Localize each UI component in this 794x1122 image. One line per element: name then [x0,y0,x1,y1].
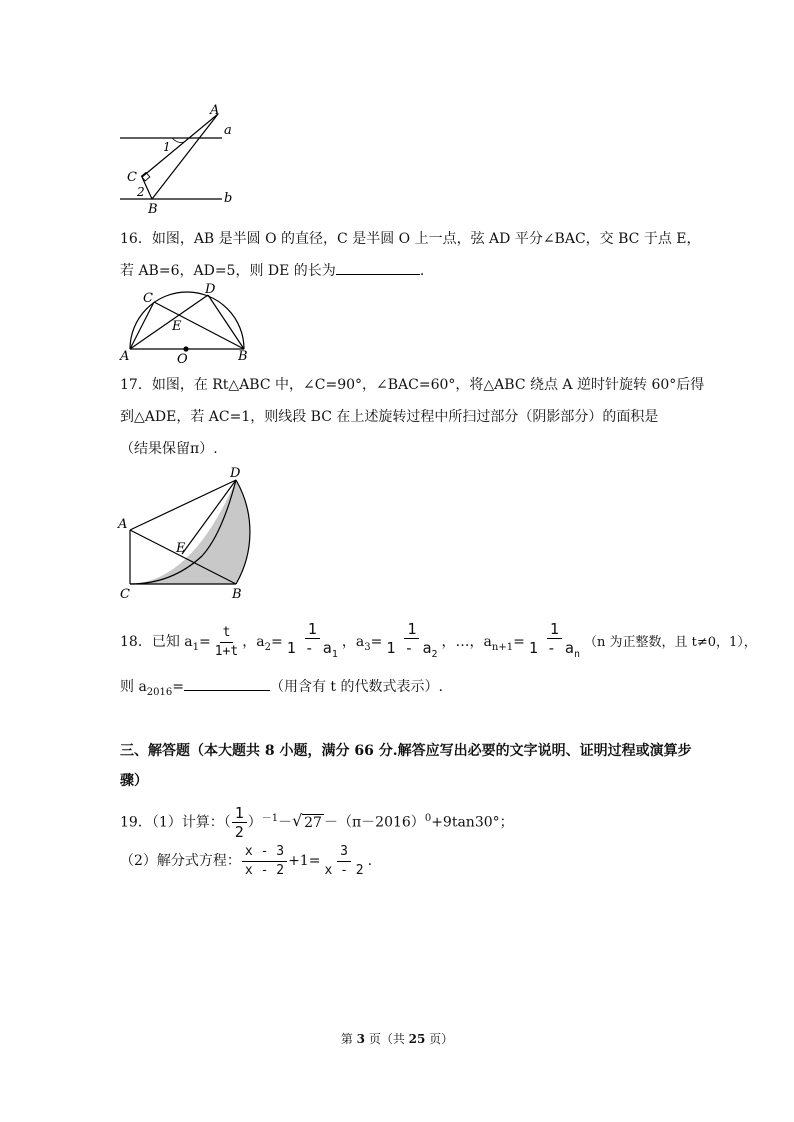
label-E: E [172,319,182,334]
label-B: B [232,587,242,602]
q16-line2-end: . [419,263,425,279]
chord-db [208,295,244,349]
label-2: 2 [137,185,145,199]
q18-line2-eq: = [172,679,184,695]
figure-semicircle [116,282,261,366]
q19-p2-tail: . [367,853,373,869]
footer-mid: 页（共 [365,1032,409,1046]
q18-line2-pre: 则 a [120,679,147,695]
q18-line1 [120,620,757,667]
q19-p2-fraction-1 [242,843,287,880]
q19-p2-pre: （2）解分式方程： [120,853,241,869]
center-point [183,346,188,351]
label-B: B [238,349,248,364]
q18-fraction-n [526,620,583,664]
q18-eq4: = [513,634,525,650]
q18-f1-den: 1+t [214,643,239,659]
q18-fn-den: 1 - a [528,639,574,657]
segment-ab [152,114,218,199]
answer-blank-18[interactable] [184,676,270,691]
q16-line2 [120,260,424,280]
q18-f3-den: 1 - a [386,639,432,657]
q16-line2-text: 若 AB=6，AD=5，则 DE 的长为 [120,263,336,279]
label-1: 1 [163,140,171,154]
footer-post: 页） [425,1032,454,1046]
label-E: E [176,541,186,556]
q19-p2-f1-num: x - 3 [242,843,287,862]
q19-sqrt [292,804,324,842]
q18-f2-num: 1 [305,620,320,639]
q18-a2-sub: 2 [264,641,271,653]
q19-p1-den: 2 [234,823,244,842]
q17-line2: 到△ADE，若 AC=1，则线段 BC 在上述旋转过程中所扫过部分（阴影部分）的面积是 [120,409,659,425]
q18-a3: ，a [341,634,365,650]
figure-parallel-lines [110,100,260,220]
q19-p1-minus: － [278,814,293,831]
q18-a3-sub: 3 [364,641,371,653]
q18-line2-post: （用含有 t 的代数式表示）. [269,679,443,695]
q18-f3-num: 1 [404,620,419,639]
q19-part2 [120,842,372,880]
q18-dots: ，…，a [441,634,492,650]
angle-1-arc [172,138,184,143]
chord-ac [130,302,154,349]
q19-p1-tail: +9tan30°； [431,814,514,831]
label-C: C [120,587,130,602]
q19-p2-f1-den: x - 2 [244,862,285,878]
q18-f2-den: 1 - a [286,639,332,657]
q19-fraction-half [232,804,247,841]
label-A: A [210,103,220,118]
q19-p1-pre: 19．（1）计算：（ [120,814,231,831]
q17-line3: （结果保留π）. [120,441,218,457]
section3-heading-line2: 骤） [120,773,148,789]
page-footer [0,1030,794,1047]
q19-p1-rad: 27 [304,814,322,831]
footer-page-number: 3 [356,1032,365,1046]
q18-a1-sub: 1 [192,641,199,653]
q18-f2-den-wrap [284,639,341,664]
q19-p1-mid: －（π－2016） [323,814,425,831]
q18-f1-num: t [220,624,234,643]
q19-p1-exp: －1 [261,813,279,824]
q18-fn-den-wrap [526,639,583,664]
label-D: D [205,282,216,297]
q18-f3-den-wrap [383,639,440,664]
q19-p2-fraction-2 [321,843,366,880]
q18-eq3: = [370,634,383,650]
figure-rotation [112,464,272,604]
q18-an-sub: n+1 [491,641,514,653]
q18-f3-den-sub: 2 [431,649,438,660]
label-C: C [143,291,153,306]
footer-total-pages: 25 [408,1032,426,1046]
q18-fn-den-sub: n [573,649,580,660]
label-b: b [224,191,233,206]
answer-blank-16[interactable] [336,260,420,275]
q19-part1: 19．（1）计算：（ $\frac{1}{2}$ ）$^{-1}$－√ $27 -(\pi-2016)^0+9\tan 30^\circ$； [120,800,514,842]
label-C: C [127,170,137,185]
chord-cb [154,302,244,349]
q18-prefix: 18．已知 a [120,634,193,650]
q18-line2-sub: 2016 [146,686,173,698]
q19-p2-mid: +1= [288,853,321,869]
q18-fraction-3 [383,620,440,664]
label-D: D [230,466,241,481]
q18-a2: ，a [242,634,265,650]
q18-eq1: = [199,634,211,650]
q18-fraction-1 [212,624,241,661]
segment-ac [142,114,218,177]
q18-suffix: （n 为正整数，且 t≠0，1）， [584,635,757,650]
label-B: B [148,202,158,217]
footer-pre: 第 [340,1032,357,1046]
q18-fraction-2 [284,620,341,664]
chord-ad [130,295,208,349]
q19-p2-f2-num: 3 [337,843,351,862]
q17-line1: 17．如图，在 Rt△ABC 中，∠C=90°，∠BAC=60°，将△ABC 绕点 A 逆时针旋转 60°后得 [120,377,705,393]
q18-fn-num: 1 [547,620,562,639]
section3-heading-line1: 三、解答题（本大题共 8 小题，满分 66 分.解答应写出必要的文字说明、证明过程或演算步 [120,743,692,759]
q19-p1-num: 1 [232,804,247,823]
q18-f2-den-sub: 1 [331,649,338,660]
label-A: A [120,349,130,364]
label-A: A [118,517,128,532]
q19-p1-exp0: 0 [424,813,432,824]
q18-line2 [120,676,443,698]
label-a: a [224,123,232,138]
q16-line1: 16．如图，AB 是半圆 O 的直径，C 是半圆 O 上一点，弦 AD 平分∠BAC，交 BC 于点 E， [120,231,701,247]
label-O: O [177,352,188,366]
q18-eq2: = [270,634,283,650]
q19-p2-f2-den: x - 2 [324,862,364,878]
